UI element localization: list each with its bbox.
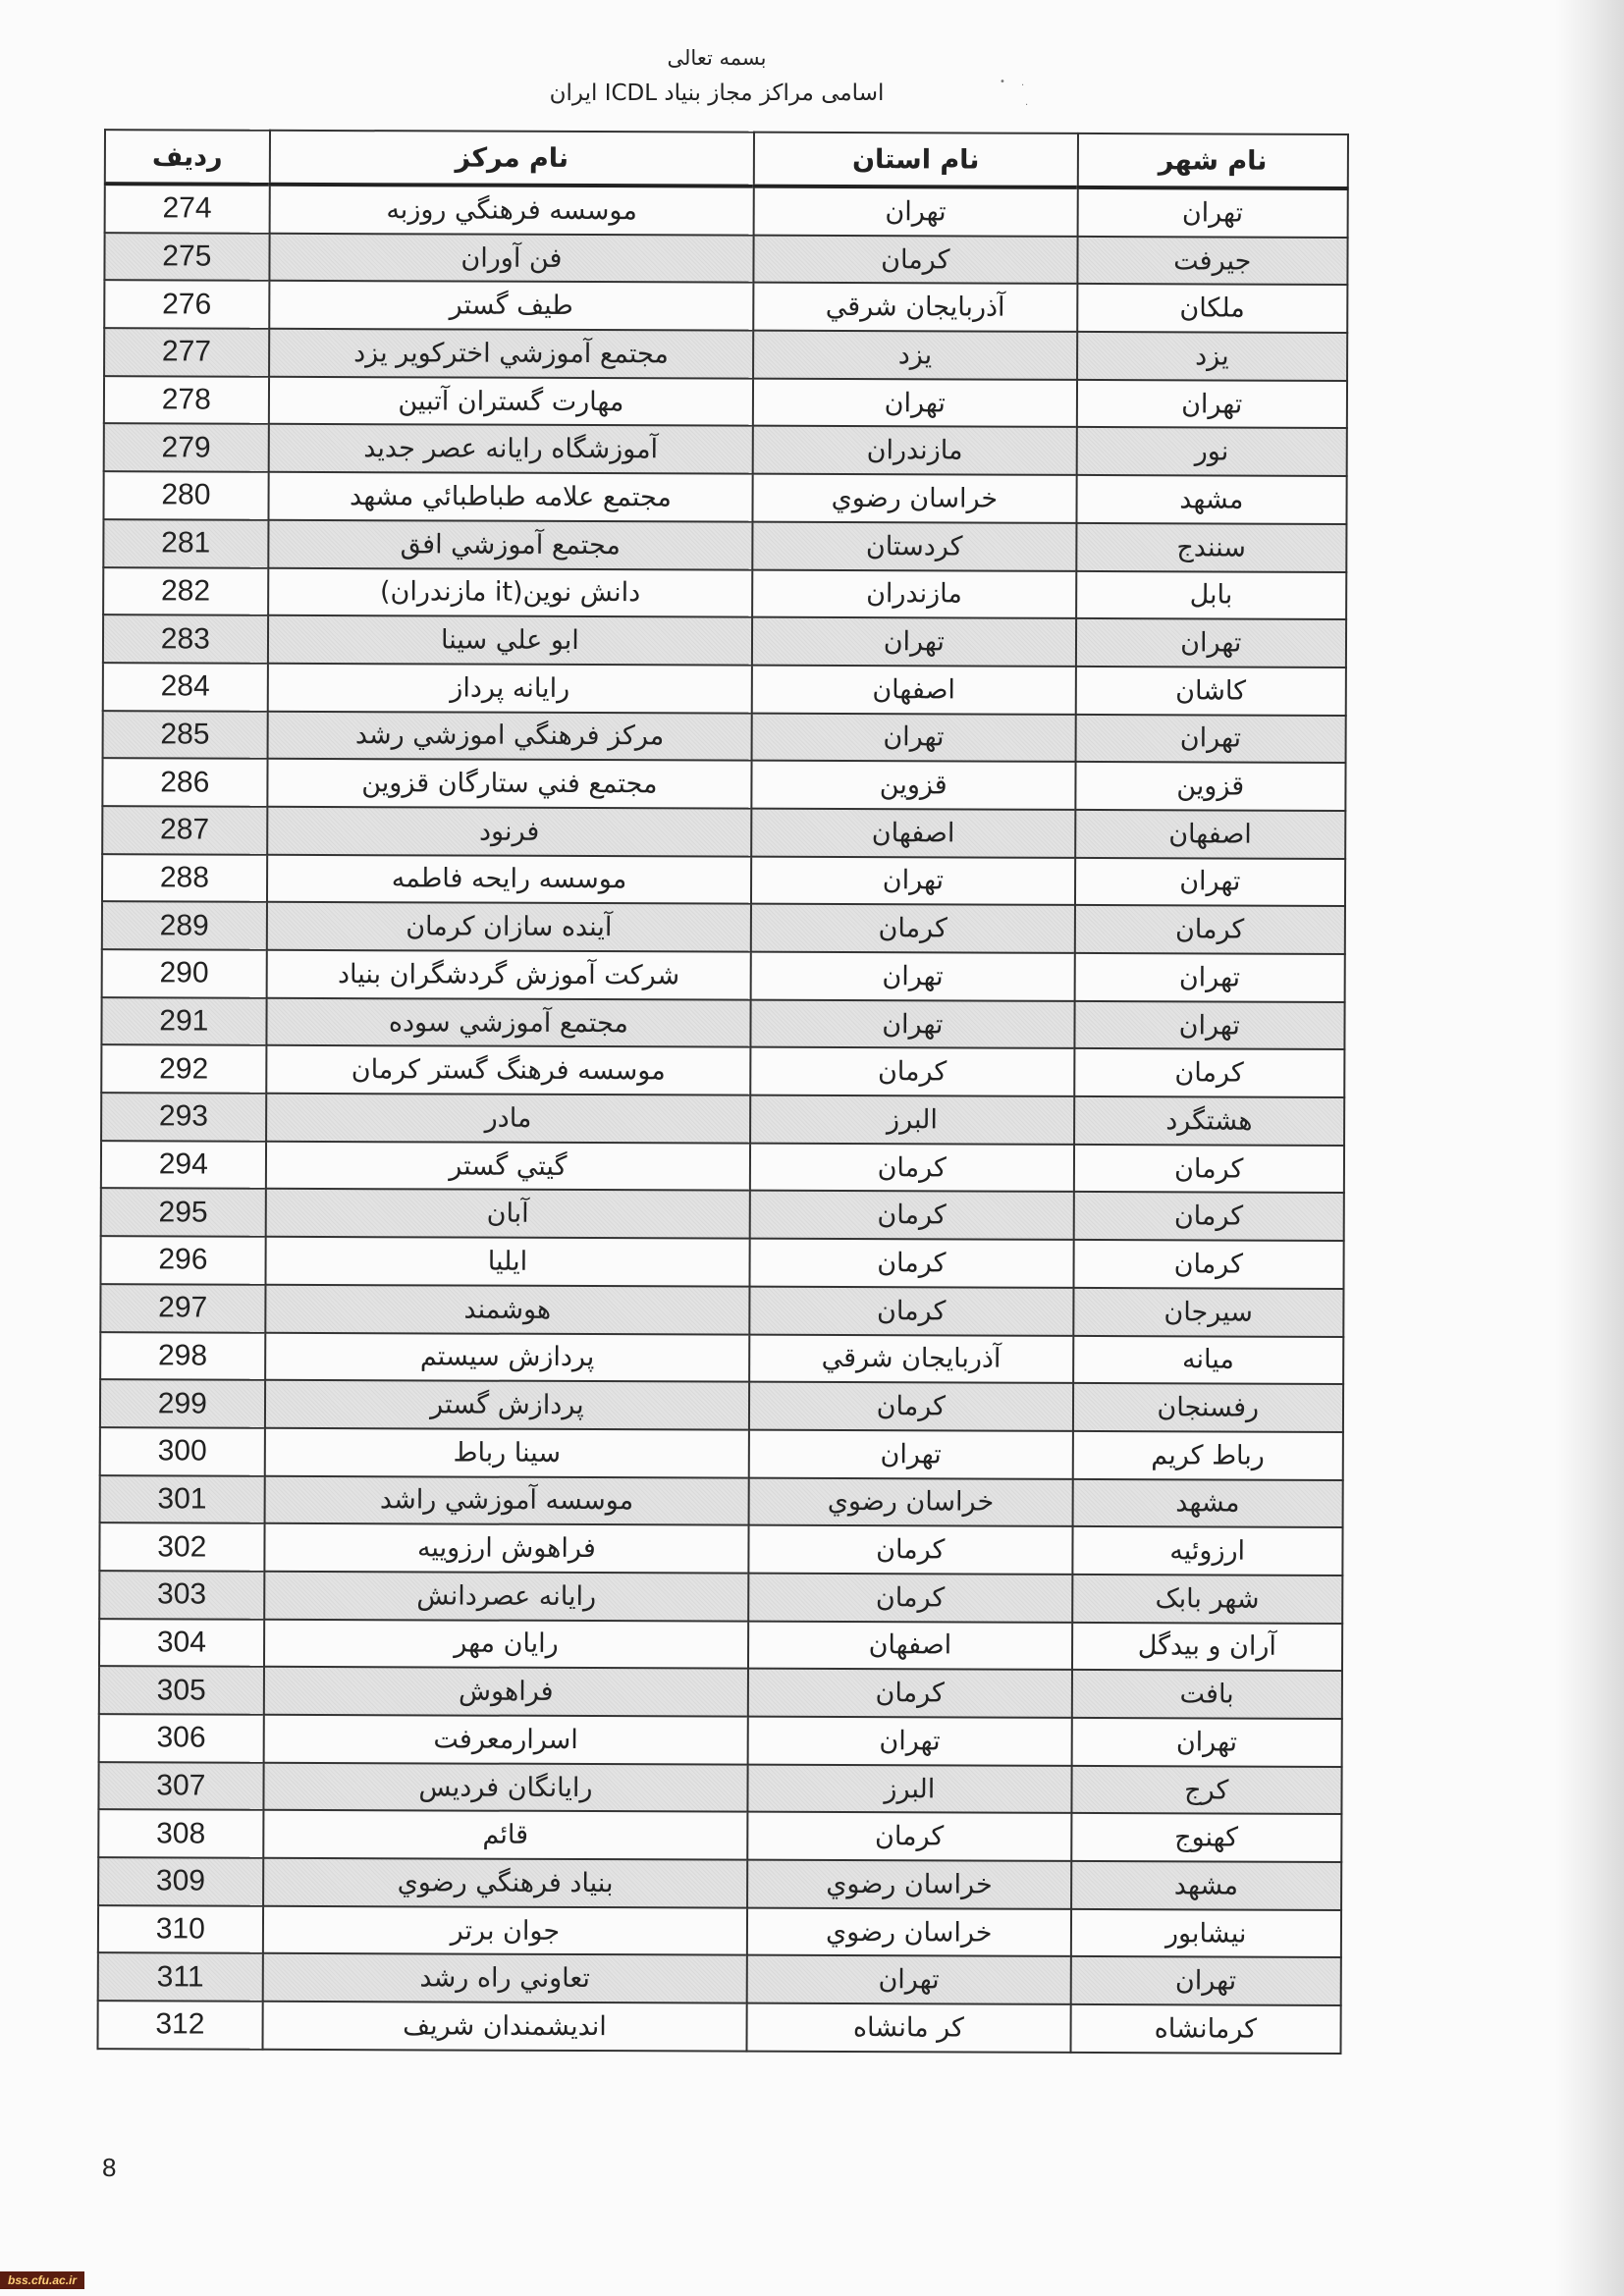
table-row	[101, 997, 1344, 1050]
row-number-cell: 310	[98, 1905, 263, 1953]
row-number-cell: 300	[100, 1427, 265, 1475]
city-cell: بابل	[1076, 570, 1347, 619]
row-number-cell: 282	[103, 567, 268, 615]
center-name-cell: موسسه آموزشي راشد	[264, 1475, 749, 1525]
row-number-cell: 306	[99, 1714, 264, 1762]
city-cell: كهنوج	[1071, 1813, 1342, 1862]
center-name-cell: ابو علي سينا	[268, 615, 753, 666]
city-cell: هشتگرد	[1074, 1096, 1345, 1146]
city-cell: تهران	[1075, 714, 1346, 763]
row-number-cell: 307	[98, 1762, 263, 1810]
row-number-cell: 302	[99, 1522, 264, 1571]
table-row	[103, 711, 1346, 764]
center-name-cell: آموزشگاه رايانه عصر جديد	[268, 424, 753, 474]
city-cell: سنندج	[1076, 523, 1347, 572]
city-cell: تهران	[1074, 1001, 1345, 1050]
city-cell: ارزوئيه	[1072, 1526, 1343, 1575]
province-cell: اصفهان	[751, 809, 1075, 858]
table-row	[102, 758, 1345, 811]
row-number-cell: 285	[103, 711, 268, 759]
province-cell: اصفهان	[748, 1621, 1072, 1670]
city-cell: سيرجان	[1073, 1288, 1344, 1337]
row-number-cell: 304	[99, 1619, 264, 1667]
table-row	[102, 806, 1345, 859]
center-name-cell: پردازش سيستم	[265, 1332, 750, 1382]
province-cell: تهران	[752, 617, 1076, 667]
center-name-cell: فراهوش ارزوييه	[264, 1523, 749, 1574]
center-name-cell: رايانه پرداز	[267, 664, 752, 714]
center-name-cell: مجتمع آموزشي سوده	[266, 997, 751, 1047]
row-number-cell: 278	[104, 376, 269, 424]
row-number-cell: 296	[100, 1236, 265, 1284]
table-row	[104, 328, 1347, 381]
table-row	[102, 854, 1345, 907]
city-cell: رفسنجان	[1072, 1383, 1343, 1432]
table-row	[99, 1666, 1342, 1719]
scan-specks: • · ·	[1000, 77, 1029, 111]
province-cell: تهران	[751, 856, 1075, 905]
row-number-cell: 292	[101, 1045, 266, 1094]
center-name-cell: جوان برتر	[263, 1906, 748, 1956]
row-number-cell: 288	[102, 854, 267, 902]
center-name-cell: قائم	[263, 1810, 748, 1860]
province-cell: كرمان	[749, 1382, 1073, 1431]
column-header-city: نام شهر	[1077, 133, 1348, 188]
table-row	[97, 2001, 1340, 2054]
center-name-cell: گيتي گستر	[266, 1142, 751, 1192]
row-number-cell: 279	[104, 424, 269, 472]
province-cell: كرمان	[748, 1525, 1072, 1575]
row-number-cell: 305	[99, 1666, 264, 1714]
province-cell: تهران	[751, 999, 1075, 1048]
column-header-province: نام استان	[754, 133, 1078, 187]
page-header	[432, 43, 1001, 110]
city-cell: تهران	[1071, 1718, 1342, 1767]
province-cell: مازندران	[753, 426, 1077, 475]
city-cell: ميانه	[1073, 1335, 1344, 1384]
center-name-cell: شركت آموزش گردشگران بنياد	[266, 950, 751, 1000]
row-number-cell: 294	[101, 1141, 266, 1189]
table-row	[103, 567, 1346, 620]
table-row	[103, 519, 1346, 572]
province-cell: تهران	[754, 187, 1078, 237]
column-header-center: نام مرکز	[269, 131, 754, 187]
center-name-cell: تعاوني راه رشد	[262, 1953, 747, 2003]
city-cell: كاشان	[1075, 667, 1346, 716]
province-cell: كرمان	[751, 904, 1075, 953]
row-number-cell: 312	[97, 2001, 262, 2049]
city-cell: يزد	[1077, 332, 1348, 381]
province-cell: كرمان	[750, 1191, 1074, 1240]
row-number-cell: 276	[104, 281, 269, 329]
table-row	[101, 1045, 1344, 1098]
province-cell: البرز	[750, 1095, 1074, 1145]
scan-edge-shadow	[1555, 0, 1624, 2296]
province-cell: تهران	[753, 378, 1077, 427]
city-cell: قزوين	[1075, 762, 1346, 811]
city-cell: اصفهان	[1075, 810, 1346, 859]
center-name-cell: فراهوش	[264, 1667, 749, 1717]
center-name-cell: مجتمع آموزشي افق	[268, 520, 753, 570]
center-name-cell: انديشمندان شريف	[262, 2002, 747, 2052]
table-row	[104, 233, 1347, 286]
city-cell: كرمان	[1073, 1192, 1344, 1241]
header-row	[105, 130, 1348, 188]
province-cell: تهران	[748, 1717, 1072, 1766]
row-number-cell: 287	[102, 806, 267, 854]
province-cell: خراسان رضوي	[753, 474, 1077, 523]
center-name-cell: فن آوران	[269, 233, 754, 283]
row-number-cell: 283	[103, 614, 268, 663]
invocation-line: بسمه تعالی	[667, 46, 767, 70]
province-cell: البرز	[748, 1764, 1072, 1813]
row-number-cell: 297	[100, 1284, 265, 1332]
city-cell: نيشابور	[1070, 1909, 1341, 1958]
table-row	[102, 949, 1345, 1002]
center-name-cell: آينده سازان كرمان	[267, 902, 752, 952]
site-watermark: bss.cfu.ac.ir	[0, 2271, 84, 2289]
city-cell: ملكان	[1077, 284, 1348, 333]
table-row	[102, 901, 1345, 954]
city-cell: مشهد	[1071, 1861, 1342, 1910]
city-cell: کرمانشاه	[1070, 2004, 1341, 2054]
row-number-cell: 289	[102, 901, 267, 949]
city-cell: كرج	[1071, 1766, 1342, 1815]
province-cell: كرمان	[750, 1143, 1074, 1192]
center-name-cell: اسرارمعرفت	[263, 1715, 748, 1765]
center-name-cell: فرنود	[267, 807, 752, 857]
province-cell: كرمان	[750, 1239, 1074, 1288]
centers-table	[96, 129, 1349, 2055]
table-row	[98, 1809, 1341, 1862]
city-cell: بافت	[1071, 1670, 1342, 1719]
city-cell: تهران	[1070, 1956, 1341, 2005]
province-cell: كردستان	[752, 521, 1076, 570]
province-cell: كرمان	[748, 1574, 1072, 1623]
center-name-cell: سينا رباط	[264, 1428, 749, 1478]
center-name-cell: موسسه فرهنگي روزبه	[269, 185, 754, 236]
table-row	[100, 1332, 1343, 1385]
city-cell: مشهد	[1076, 475, 1347, 524]
city-cell: تهران	[1075, 858, 1346, 907]
city-cell: كرمان	[1074, 905, 1345, 954]
province-cell: خراسان رضوي	[747, 1860, 1071, 1909]
table-row	[101, 1189, 1344, 1242]
table-row	[101, 1141, 1344, 1194]
province-cell: تهران	[749, 1430, 1073, 1479]
city-cell: تهران	[1075, 618, 1346, 667]
city-cell: تهران	[1077, 187, 1348, 238]
table-row	[100, 1284, 1343, 1337]
table-body	[97, 184, 1347, 2054]
province-cell: اصفهان	[752, 666, 1076, 715]
center-name-cell: مجتمع آموزشي اخترکوير يزد	[269, 329, 754, 379]
center-name-cell: رايانه عصردانش	[264, 1572, 749, 1622]
page-number: 8	[102, 2153, 117, 2182]
table-row	[99, 1571, 1342, 1624]
table-row	[105, 184, 1348, 238]
province-cell: خراسان رضوي	[747, 1907, 1071, 1956]
table-row	[99, 1619, 1342, 1672]
table-row	[98, 1905, 1341, 1958]
row-number-cell: 280	[103, 471, 268, 519]
row-number-cell: 311	[98, 1953, 263, 2002]
row-number-cell: 301	[100, 1475, 265, 1523]
document-title: اسامی مراکز مجاز بنیاد ICDL ایران	[549, 80, 885, 106]
row-number-cell: 303	[99, 1571, 264, 1619]
center-name-cell: مهارت گستران آتبين	[269, 377, 754, 427]
center-name-cell: بنياد فرهنگي رضوي	[263, 1858, 748, 1908]
center-name-cell: آبان	[265, 1189, 750, 1239]
center-name-cell: رايانگان فرديس	[263, 1762, 748, 1812]
table-row	[98, 1953, 1341, 2006]
row-number-cell: 281	[103, 519, 268, 567]
city-cell: رباط كريم	[1072, 1431, 1343, 1480]
center-name-cell: مجتمع فني ستارگان قزوين	[267, 759, 752, 809]
table-row	[103, 663, 1346, 716]
center-name-cell: مادر	[266, 1094, 751, 1144]
table-row	[104, 424, 1347, 477]
province-cell: خراسان رضوي	[749, 1477, 1073, 1526]
row-number-cell: 275	[104, 233, 269, 281]
row-number-cell: 277	[104, 328, 269, 376]
center-name-cell: مجتمع علامه طباطبائي مشهد	[268, 472, 753, 522]
province-cell: كرمان	[749, 1286, 1073, 1335]
row-number-cell: 308	[98, 1809, 263, 1857]
city-cell: كرمان	[1074, 1048, 1345, 1097]
city-cell: تهران	[1076, 380, 1347, 429]
row-number-cell: 295	[101, 1189, 266, 1237]
province-cell: كرمان	[748, 1669, 1072, 1718]
province-cell: تهران	[752, 713, 1076, 762]
province-cell: تهران	[747, 1955, 1071, 2004]
province-cell: كرمان	[750, 1047, 1074, 1096]
province-cell: تهران	[751, 952, 1075, 1001]
province-cell: قزوين	[751, 761, 1075, 810]
table-row	[104, 376, 1347, 429]
table-row	[98, 1762, 1341, 1815]
row-number-cell: 309	[98, 1857, 263, 1905]
center-name-cell: ايليا	[265, 1237, 750, 1287]
center-name-cell: پردازش گستر	[265, 1380, 750, 1430]
center-name-cell: دانش نوين(it مازندران)	[268, 567, 753, 617]
province-cell: كرمان	[747, 1812, 1071, 1861]
row-number-cell: 274	[105, 184, 270, 233]
table-row	[100, 1236, 1343, 1289]
row-number-cell: 293	[101, 1093, 266, 1141]
row-number-cell: 298	[100, 1332, 265, 1380]
province-cell: مازندران	[752, 569, 1076, 618]
table-row	[103, 471, 1346, 524]
table-row	[100, 1427, 1343, 1480]
table-row	[100, 1475, 1343, 1528]
center-name-cell: موسسه رايحه فاطمه	[267, 854, 752, 904]
center-name-cell: مركز فرهنگي اموزشي رشد	[267, 711, 752, 761]
center-name-cell: طيف گستر	[269, 281, 754, 331]
province-cell: آذربايجان شرقي	[753, 283, 1077, 332]
table-row	[98, 1857, 1341, 1910]
city-cell: مشهد	[1072, 1478, 1343, 1527]
city-cell: تهران	[1074, 953, 1345, 1002]
table-row	[99, 1714, 1342, 1767]
center-name-cell: موسسه فرهنگ گستر كرمان	[266, 1045, 751, 1095]
table-row	[103, 614, 1346, 667]
row-number-cell: 284	[103, 663, 268, 711]
city-cell: كرمان	[1073, 1240, 1344, 1289]
table-row	[101, 1093, 1344, 1146]
row-number-cell: 290	[102, 949, 267, 997]
province-cell: كرمان	[754, 235, 1078, 284]
city-cell: شهر بابک	[1072, 1575, 1343, 1624]
center-name-cell: هوشمند	[265, 1285, 750, 1335]
province-cell: کر مانشاه	[747, 2003, 1071, 2053]
city-cell: جيرفت	[1077, 237, 1348, 286]
city-cell: آران و بيدگل	[1072, 1623, 1343, 1672]
table-header	[105, 130, 1348, 188]
row-number-cell: 286	[102, 758, 267, 806]
table-row	[104, 281, 1347, 334]
table-row	[99, 1522, 1342, 1575]
province-cell: آذربايجان شرقي	[749, 1334, 1073, 1383]
row-number-cell: 291	[101, 997, 266, 1045]
row-number-cell: 299	[100, 1379, 265, 1427]
city-cell: كرمان	[1073, 1145, 1344, 1194]
table-row	[100, 1379, 1343, 1432]
province-cell: يزد	[753, 331, 1077, 380]
column-header-row-number: ردیف	[105, 130, 270, 185]
city-cell: نور	[1076, 427, 1347, 476]
center-name-cell: رايان مهر	[264, 1619, 749, 1669]
